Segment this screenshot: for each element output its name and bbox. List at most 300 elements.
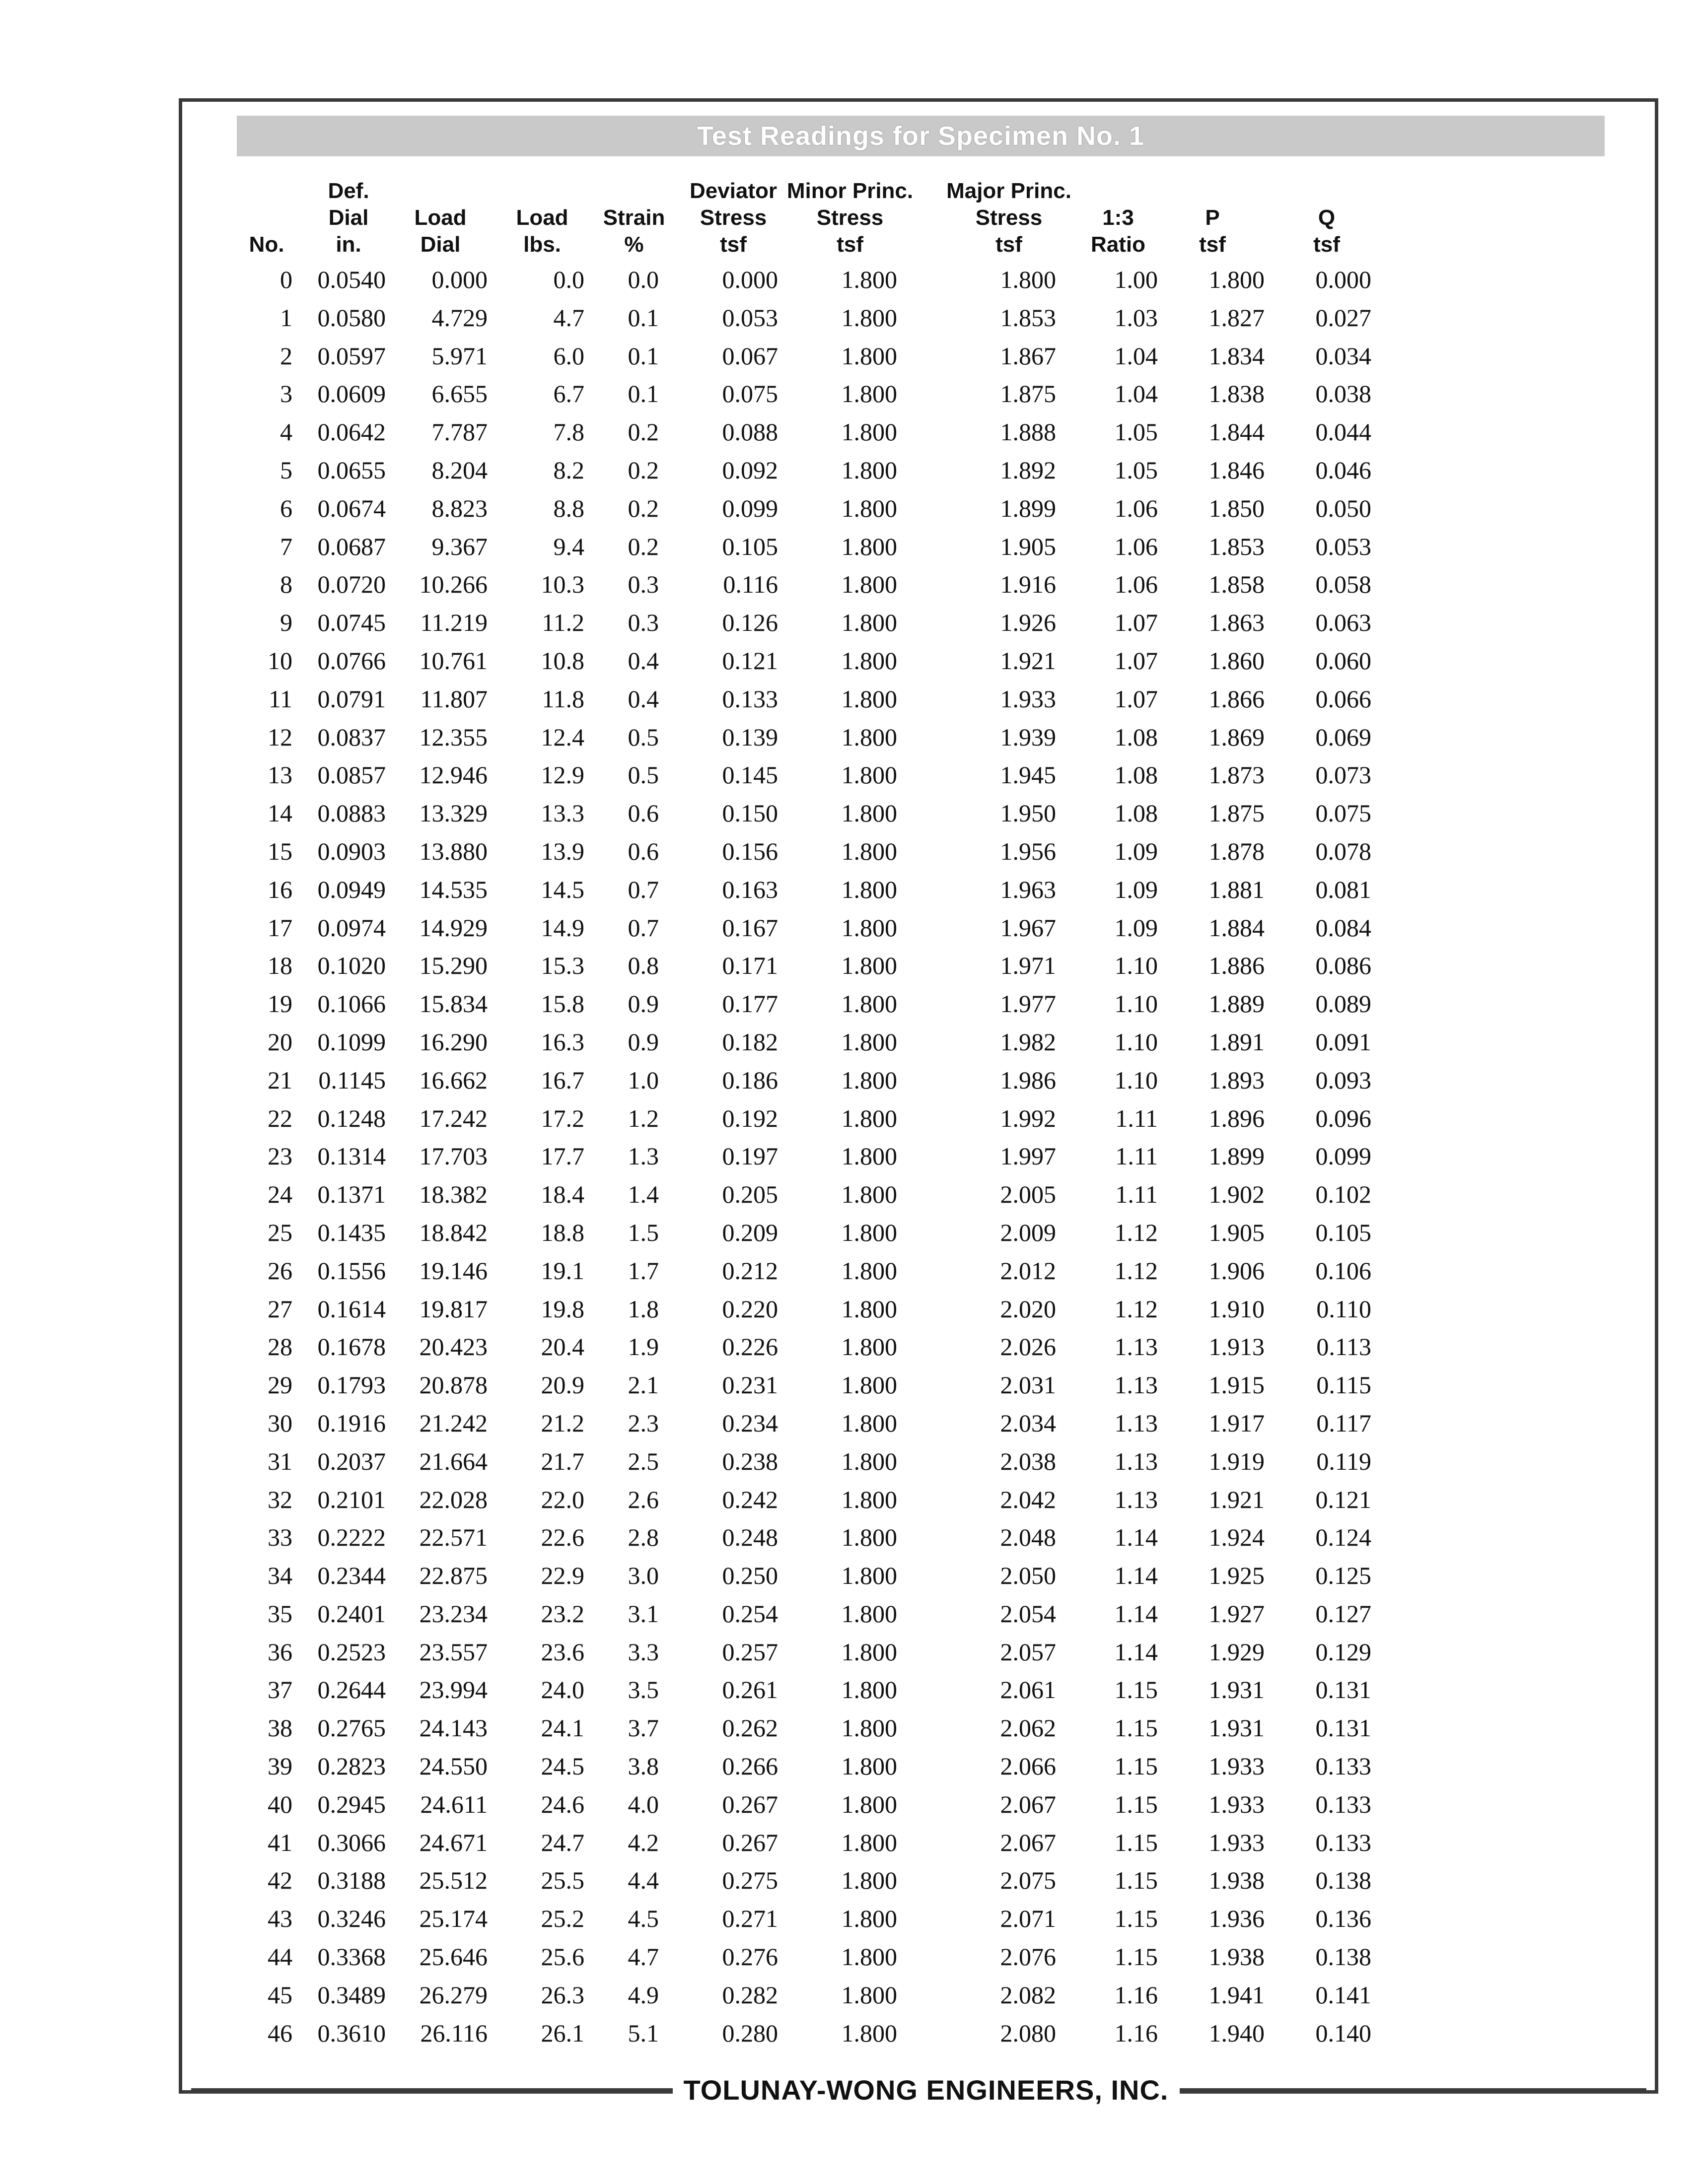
cell-minor: 1.800 [841,1943,897,1971]
cell-load-lbs: 13.3 [541,799,584,827]
cell-minor: 1.800 [841,266,897,293]
cell-minor: 1.800 [841,1828,897,1856]
cell-q: 0.117 [1316,1409,1371,1437]
cell-minor: 1.800 [841,303,897,332]
cell-major: 1.916 [1000,570,1056,599]
cell-ratio: 1.07 [1114,646,1158,675]
cell-p: 1.844 [1208,418,1265,446]
cell-no: 37 [268,1676,292,1704]
table-row [182,451,1655,489]
cell-ratio: 1.16 [1114,1980,1158,2009]
cell-p: 1.921 [1208,1485,1265,1513]
table-row [182,1671,1655,1709]
cell-load-dial: 25.512 [419,1866,488,1895]
cell-ratio: 1.13 [1114,1447,1158,1475]
cell-deviator: 0.262 [722,1714,778,1742]
cell-q: 0.141 [1315,1980,1371,2009]
table-row [182,337,1655,375]
cell-p: 1.866 [1208,684,1265,713]
cell-p: 1.889 [1208,990,1265,1018]
cell-p: 1.905 [1208,1218,1265,1246]
cell-load-dial: 18.842 [419,1218,488,1246]
cell-load-lbs: 21.2 [541,1409,584,1437]
cell-def-dial: 0.1556 [317,1256,386,1285]
table-row [182,604,1655,642]
cell-ratio: 1.08 [1114,799,1158,827]
table-row [182,565,1655,604]
table-row [182,1709,1655,1747]
cell-minor: 1.800 [841,1752,897,1780]
cell-minor: 1.800 [841,1980,897,2009]
cell-load-dial: 14.929 [419,913,488,942]
cell-deviator: 0.261 [722,1676,778,1704]
column-header-no: No. [249,232,284,257]
cell-major: 1.800 [1000,266,1056,293]
cell-def-dial: 0.3066 [317,1828,386,1856]
cell-strain: 5.1 [628,2019,659,2047]
cell-q: 0.069 [1315,723,1371,751]
cell-def-dial: 0.1248 [317,1104,386,1132]
cell-load-lbs: 7.8 [553,418,584,446]
cell-minor: 1.800 [841,1905,897,1933]
cell-def-dial: 0.3368 [317,1943,386,1971]
table-row [182,794,1655,832]
cell-major: 1.997 [1000,1142,1056,1170]
table-row [182,1290,1655,1328]
column-header-def-dial: Def. Dial in. [328,179,369,257]
cell-ratio: 1.14 [1114,1599,1158,1628]
cell-ratio: 1.15 [1114,1790,1158,1818]
cell-strain: 0.2 [628,532,659,560]
cell-load-dial: 25.646 [419,1943,488,1971]
cell-p: 1.936 [1208,1905,1265,1933]
cell-minor: 1.800 [841,1256,897,1285]
cell-def-dial: 0.2644 [317,1676,386,1704]
cell-ratio: 1.11 [1115,1142,1158,1170]
cell-no: 38 [268,1714,292,1742]
cell-p: 1.893 [1208,1066,1265,1094]
cell-deviator: 0.088 [722,418,778,446]
cell-q: 0.000 [1315,266,1371,293]
cell-major: 1.892 [1000,456,1056,484]
cell-deviator: 0.271 [722,1905,778,1933]
cell-q: 0.058 [1315,570,1371,599]
cell-load-dial: 8.823 [431,494,488,522]
cell-load-dial: 24.143 [419,1714,488,1742]
cell-load-lbs: 15.8 [541,990,584,1018]
cell-load-dial: 7.787 [431,418,488,446]
table-row [182,947,1655,985]
cell-ratio: 1.04 [1114,380,1158,408]
cell-minor: 1.800 [841,380,897,408]
table-row [182,1976,1655,2014]
cell-load-dial: 19.146 [419,1256,488,1285]
cell-minor: 1.800 [841,913,897,942]
cell-ratio: 1.00 [1114,266,1158,293]
cell-q: 0.099 [1315,1142,1371,1170]
cell-def-dial: 0.1066 [317,990,386,1018]
cell-q: 0.131 [1315,1676,1371,1704]
cell-q: 0.121 [1315,1485,1371,1513]
cell-major: 2.005 [1000,1180,1056,1209]
table-row [182,642,1655,680]
cell-ratio: 1.13 [1114,1371,1158,1399]
cell-strain: 0.1 [628,380,659,408]
cell-minor: 1.800 [841,1333,897,1361]
cell-def-dial: 0.1614 [317,1295,386,1323]
table-row [182,1595,1655,1633]
cell-no: 0 [280,266,292,293]
table-row [182,1442,1655,1481]
cell-no: 23 [268,1142,292,1170]
cell-no: 3 [280,380,292,408]
cell-q: 0.091 [1315,1027,1371,1056]
cell-major: 2.020 [1000,1295,1056,1323]
cell-ratio: 1.13 [1114,1485,1158,1513]
cell-q: 0.110 [1316,1295,1371,1323]
report-frame [179,98,1658,2106]
cell-p: 1.827 [1208,303,1265,332]
column-header-p: P tsf [1199,205,1226,257]
cell-no: 40 [268,1790,292,1818]
cell-load-dial: 0.000 [431,266,488,293]
cell-no: 7 [280,532,292,560]
cell-def-dial: 0.2765 [317,1714,386,1742]
cell-major: 1.853 [1000,303,1056,332]
cell-load-lbs: 0.0 [553,266,584,293]
table-row [182,1633,1655,1671]
cell-q: 0.133 [1315,1752,1371,1780]
cell-load-dial: 23.557 [419,1638,488,1666]
column-header-minor: Minor Princ. Stress tsf [786,179,914,257]
cell-ratio: 1.07 [1114,684,1158,713]
cell-deviator: 0.121 [722,646,778,675]
cell-deviator: 0.145 [722,761,778,789]
cell-p: 1.899 [1208,1142,1265,1170]
cell-major: 1.992 [1000,1104,1056,1132]
table-row [182,1252,1655,1290]
cell-ratio: 1.06 [1114,532,1158,560]
cell-no: 46 [268,2019,292,2047]
cell-ratio: 1.03 [1114,303,1158,332]
cell-deviator: 0.067 [722,341,778,370]
cell-load-lbs: 13.9 [541,837,584,865]
cell-major: 1.971 [1000,952,1056,980]
cell-ratio: 1.12 [1114,1256,1158,1285]
cell-ratio: 1.10 [1114,1066,1158,1094]
cell-major: 1.933 [1000,684,1056,713]
cell-ratio: 1.11 [1115,1180,1158,1209]
table-row [182,1824,1655,1862]
table-row [182,1404,1655,1442]
cell-load-dial: 14.535 [419,875,488,903]
cell-load-dial: 4.729 [431,303,488,332]
cell-strain: 0.3 [628,609,659,637]
cell-ratio: 1.14 [1114,1638,1158,1666]
cell-ratio: 1.11 [1115,1104,1158,1132]
cell-q: 0.127 [1315,1599,1371,1628]
cell-no: 29 [268,1371,292,1399]
cell-p: 1.906 [1208,1256,1265,1285]
cell-load-dial: 20.423 [419,1333,488,1361]
cell-no: 11 [268,684,292,713]
cell-p: 1.850 [1208,494,1265,522]
cell-p: 1.927 [1208,1599,1265,1628]
cell-no: 34 [268,1562,292,1590]
cell-p: 1.875 [1208,799,1265,827]
cell-load-lbs: 16.7 [541,1066,584,1094]
cell-p: 1.925 [1208,1562,1265,1590]
table-header [182,174,1655,258]
table-row [182,871,1655,909]
cell-deviator: 0.242 [722,1485,778,1513]
cell-no: 9 [280,609,292,637]
cell-minor: 1.800 [841,1104,897,1132]
cell-strain: 3.7 [628,1714,659,1742]
cell-deviator: 0.276 [722,1943,778,1971]
cell-minor: 1.800 [841,1027,897,1056]
cell-load-lbs: 12.4 [541,723,584,751]
cell-load-lbs: 14.9 [541,913,584,942]
cell-load-dial: 15.834 [419,990,488,1018]
cell-load-dial: 22.875 [419,1562,488,1590]
cell-ratio: 1.10 [1114,952,1158,980]
cell-def-dial: 0.3188 [317,1866,386,1895]
cell-q: 0.133 [1315,1790,1371,1818]
cell-def-dial: 0.0687 [317,532,386,560]
cell-def-dial: 0.0766 [317,646,386,675]
cell-strain: 3.1 [628,1599,659,1628]
cell-q: 0.038 [1315,380,1371,408]
cell-def-dial: 0.3489 [317,1980,386,2009]
cell-p: 1.933 [1208,1790,1265,1818]
cell-load-dial: 21.242 [419,1409,488,1437]
cell-q: 0.075 [1315,799,1371,827]
cell-no: 41 [268,1828,292,1856]
cell-q: 0.050 [1315,494,1371,522]
cell-major: 2.048 [1000,1523,1056,1552]
cell-def-dial: 0.2523 [317,1638,386,1666]
cell-load-lbs: 22.6 [541,1523,584,1552]
cell-def-dial: 0.1145 [318,1066,386,1094]
cell-major: 2.076 [1000,1943,1056,1971]
cell-def-dial: 0.2101 [317,1485,386,1513]
cell-minor: 1.800 [841,494,897,522]
cell-deviator: 0.267 [722,1790,778,1818]
cell-q: 0.115 [1316,1371,1371,1399]
cell-minor: 1.800 [841,1409,897,1437]
cell-load-lbs: 15.3 [541,952,584,980]
cell-no: 21 [268,1066,292,1094]
cell-p: 1.940 [1208,2019,1265,2047]
cell-no: 13 [268,761,292,789]
cell-no: 14 [268,799,292,827]
cell-ratio: 1.15 [1114,1905,1158,1933]
cell-load-dial: 17.242 [419,1104,488,1132]
cell-def-dial: 0.1793 [317,1371,386,1399]
table-row [182,1785,1655,1824]
cell-p: 1.938 [1208,1943,1265,1971]
cell-load-dial: 15.290 [419,952,488,980]
cell-deviator: 0.197 [722,1142,778,1170]
cell-strain: 1.2 [628,1104,659,1132]
cell-minor: 1.800 [841,799,897,827]
cell-p: 1.931 [1208,1676,1265,1704]
cell-ratio: 1.15 [1114,1752,1158,1780]
cell-def-dial: 0.2344 [317,1562,386,1590]
cell-def-dial: 0.2401 [317,1599,386,1628]
cell-ratio: 1.05 [1114,456,1158,484]
cell-p: 1.863 [1208,609,1265,637]
cell-minor: 1.800 [841,1599,897,1628]
cell-ratio: 1.08 [1114,723,1158,751]
cell-no: 45 [268,1980,292,2009]
cell-minor: 1.800 [841,341,897,370]
cell-no: 31 [268,1447,292,1475]
cell-major: 1.967 [1000,913,1056,942]
table-row [182,1023,1655,1061]
cell-load-lbs: 23.2 [541,1599,584,1628]
cell-strain: 1.4 [628,1180,659,1209]
cell-def-dial: 0.2222 [317,1523,386,1552]
cell-strain: 0.9 [628,990,659,1018]
table-row [182,985,1655,1023]
cell-minor: 1.800 [841,1714,897,1742]
cell-strain: 0.2 [628,494,659,522]
cell-load-lbs: 20.9 [541,1371,584,1399]
cell-q: 0.073 [1315,761,1371,789]
cell-strain: 4.5 [628,1905,659,1933]
cell-load-lbs: 25.2 [541,1905,584,1933]
cell-deviator: 0.139 [722,723,778,751]
cell-load-lbs: 24.7 [541,1828,584,1856]
cell-no: 5 [280,456,292,484]
cell-strain: 4.0 [628,1790,659,1818]
cell-p: 1.884 [1208,913,1265,942]
cell-load-dial: 23.994 [419,1676,488,1704]
cell-load-dial: 9.367 [431,532,488,560]
cell-q: 0.027 [1315,303,1371,332]
cell-deviator: 0.105 [722,532,778,560]
cell-major: 1.905 [1000,532,1056,560]
cell-deviator: 0.267 [722,1828,778,1856]
cell-deviator: 0.075 [722,380,778,408]
cell-no: 26 [268,1256,292,1285]
cell-minor: 1.800 [841,723,897,751]
cell-load-lbs: 14.5 [541,875,584,903]
cell-def-dial: 0.2945 [317,1790,386,1818]
cell-major: 2.080 [1000,2019,1056,2047]
cell-strain: 3.0 [628,1562,659,1590]
column-header-deviator: Deviator Stress tsf [689,179,778,257]
table-row [182,1557,1655,1595]
cell-major: 2.054 [1000,1599,1056,1628]
cell-load-lbs: 17.2 [541,1104,584,1132]
cell-strain: 1.0 [628,1066,659,1094]
cell-strain: 3.5 [628,1676,659,1704]
cell-ratio: 1.05 [1114,418,1158,446]
cell-p: 1.896 [1208,1104,1265,1132]
table-row [182,1747,1655,1785]
cell-strain: 4.4 [628,1866,659,1895]
cell-major: 1.939 [1000,723,1056,751]
cell-major: 2.057 [1000,1638,1056,1666]
cell-strain: 0.7 [628,875,659,903]
cell-strain: 2.1 [628,1371,659,1399]
cell-load-lbs: 18.8 [541,1218,584,1246]
cell-major: 1.867 [1000,341,1056,370]
cell-minor: 1.800 [841,875,897,903]
cell-load-lbs: 24.1 [541,1714,584,1742]
cell-strain: 4.2 [628,1828,659,1856]
cell-major: 1.956 [1000,837,1056,865]
cell-load-dial: 6.655 [431,380,488,408]
cell-major: 1.945 [1000,761,1056,789]
cell-p: 1.873 [1208,761,1265,789]
cell-load-lbs: 16.3 [541,1027,584,1056]
cell-no: 8 [280,570,292,599]
cell-q: 0.034 [1315,341,1371,370]
cell-load-lbs: 6.0 [553,341,584,370]
cell-def-dial: 0.0745 [317,609,386,637]
table-row [182,909,1655,947]
cell-major: 2.075 [1000,1866,1056,1895]
cell-q: 0.046 [1315,456,1371,484]
cell-minor: 1.800 [841,837,897,865]
cell-deviator: 0.234 [722,1409,778,1437]
cell-ratio: 1.09 [1114,837,1158,865]
cell-p: 1.853 [1208,532,1265,560]
cell-minor: 1.800 [841,1371,897,1399]
cell-ratio: 1.13 [1114,1333,1158,1361]
cell-ratio: 1.09 [1114,875,1158,903]
cell-load-lbs: 12.9 [541,761,584,789]
cell-q: 0.102 [1315,1180,1371,1209]
cell-def-dial: 0.0883 [317,799,386,827]
cell-load-dial: 13.329 [419,799,488,827]
column-header-load-lbs: Load lbs. [516,205,568,257]
cell-load-lbs: 8.8 [553,494,584,522]
cell-q: 0.066 [1315,684,1371,713]
cell-p: 1.941 [1208,1980,1265,2009]
cell-ratio: 1.12 [1114,1218,1158,1246]
cell-def-dial: 0.1099 [317,1027,386,1056]
cell-strain: 3.3 [628,1638,659,1666]
cell-q: 0.124 [1315,1523,1371,1552]
footer-rule-right [1180,2088,1646,2092]
cell-p: 1.886 [1208,952,1265,980]
cell-deviator: 0.266 [722,1752,778,1780]
cell-minor: 1.800 [841,1295,897,1323]
cell-p: 1.800 [1208,266,1265,293]
cell-def-dial: 0.1371 [317,1180,386,1209]
cell-strain: 0.9 [628,1027,659,1056]
cell-q: 0.081 [1315,875,1371,903]
cell-deviator: 0.250 [722,1562,778,1590]
cell-q: 0.105 [1315,1218,1371,1246]
cell-strain: 1.9 [628,1333,659,1361]
cell-ratio: 1.04 [1114,341,1158,370]
table-row [182,1481,1655,1519]
cell-minor: 1.800 [841,646,897,675]
table-row [182,1366,1655,1404]
cell-ratio: 1.15 [1114,1714,1158,1742]
cell-ratio: 1.16 [1114,2019,1158,2047]
cell-p: 1.869 [1208,723,1265,751]
cell-q: 0.053 [1315,532,1371,560]
cell-def-dial: 0.2823 [317,1752,386,1780]
cell-major: 1.899 [1000,494,1056,522]
